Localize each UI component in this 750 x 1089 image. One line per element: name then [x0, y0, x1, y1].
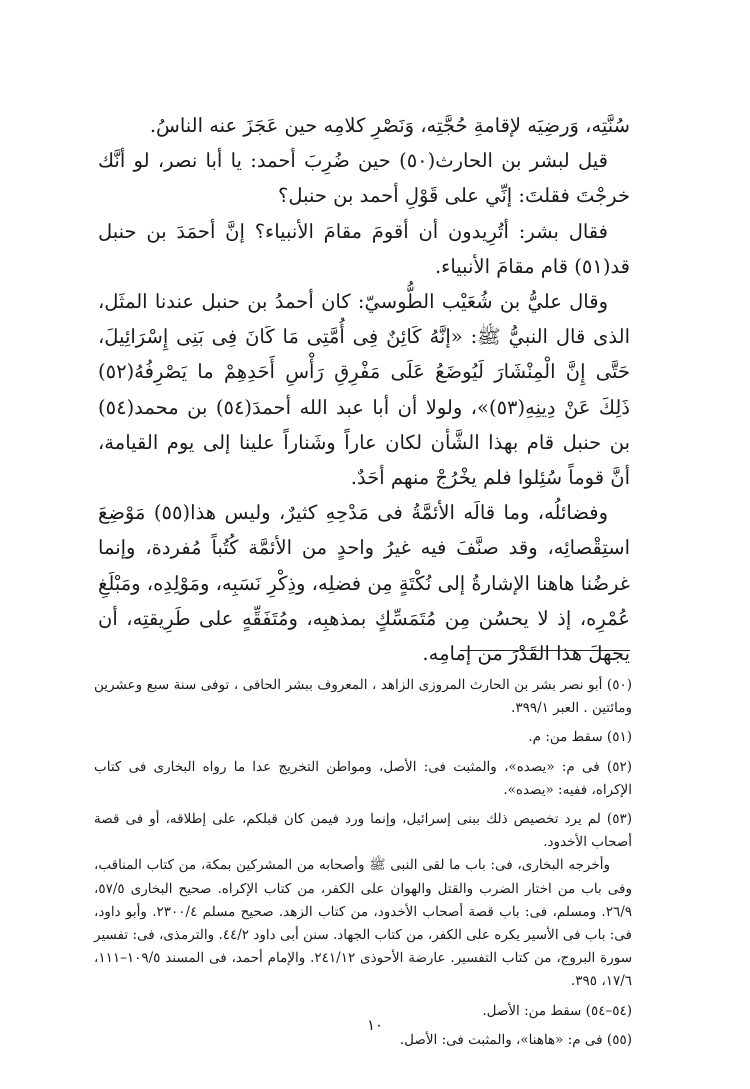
footnote-54: (٥٤–٥٤) سقط من: الأصل. [482, 1002, 632, 1019]
main-text [98, 108, 630, 671]
page-number: ١٠ [366, 1016, 384, 1034]
paragraph-2: قيل لبشر بن الحارث(٥٠) حين ضُرِبَ أحمد: يا أبا نصر، لو أنَّك خرجْتَ فقلتَ: إنِّي على قَوْلِ أحمد بن حنبل؟ [98, 149, 630, 208]
footnote-55: (٥٥) فى م: «هاهنا»، والمثبت فى: الأصل. [399, 1031, 632, 1048]
paragraph-3: فقال بشر: أتُرِيدون أن أقومَ مقامَ الأنبياء؟ إنَّ أحمَدَ بن حنبل قد(٥١) قام مقامَ الأنبياء. [98, 219, 630, 278]
paragraph-5: وفضائلُه، وما قالَه الأئمَّةُ فى مَدْحِهِ كثيرٌ، وليس هذا(٥٥) مَوْضِعَ استِقْصائِه، وقد صنَّفَ فيه غيرُ واحدٍ من الأئمَّة كُتُباً مُفردة، وإنما غرضُنا هاهنا الإشارةُ إلى نُكْتَةٍ مِن فضلِه، وذِكْرِ نَسَبِه، ومَوْلِدِه، ومَبْلَغِ عُمْرِه، إذ لا يحسُن مِن مُتَمَسِّكٍ بمذهبِه، ومُتَفَقِّهٍ على طَرِيقتِه، أن يجهلَ هذا القَدْرَ من إمامِه. [98, 501, 630, 666]
footnote-53: (٥٣) لم يرد تخصيص ذلك ببنى إسرائيل، وإنما ورد فيمن كان قبلكم، على إطلاقه، أو فى قصة أصحاب الأخدود. [94, 811, 632, 851]
footnote-52: (٥٢) فى م: «يصده»، والمثبت فى: الأصل، ومواطن التخريج عدا ما رواه البخارى فى كتاب الإكراه، ففيه: «يصده». [94, 758, 632, 798]
footnote-separator [460, 650, 630, 651]
footnote-50: (٥٠) أبو نصر بشر بن الحارث المروزى الزاهد ، المعروف ببشر الحافى ، توفى سنة سبع وعشرين ومائتين . العبر ٣٩٩/١. [94, 677, 632, 717]
paragraph-4: وقال عليُّ بن شُعَيْب الطُّوسيّ: كان أحمدُ بن حنبل عندنا المثَل، الذى قال النبيُّ ﷺ: «إنَّهُ كَائِنٌ فِى أُمَّتِى مَا كَانَ فِى بَنِى إِسْرَائِيلَ، حَتَّى إِنَّ الْمِنْشَارَ لَيُوضَعُ عَلَى مَفْرِقِ رَأْسِ أَحَدِهِمْ ما يَصْرِفُهُ(٥٢) ذَلِكَ عَنْ دِينِهِ(٥٣)»، ولولا أن أبا عبد الله أحمدَ(٥٤) بن محمد(٥٤) بن حنبل قام بهذا الشَّأن لكان عاراً وشَناراً علينا إلى يوم القيامة، أنَّ قوماً سُئِلوا فلم يخْرُجْ منهم أحَدٌ. [98, 290, 630, 490]
footnote-53-continuation: وأخرجه البخارى، فى: باب ما لقى النبى ﷺ وأصحابه من المشركين بمكة، من كتاب المناقب، وفى باب من اختار الضرب والقتل والهوان على الكفر، من كتاب الإكراه. صحيح البخارى ٥٧/٥، ٢٦/٩. ومسلم، فى: باب قصة أصحاب الأخدود، من كتاب الزهد. صحيح مسلم ٢٣٠٠/٤. وأبو داود، فى: باب فى الأسير يكره على الكفر، من كتاب الجهاد. سنن أبى داود ٤٤/٢. والترمذى، فى: تفسير سورة البروج، من كتاب التفسير. عارضة الأحوذى ٢٤١/١٢. والإمام أحمد، فى المسند ١٠٩/٥–١١١، ١٧/٦، ٣٩٥. [94, 857, 633, 990]
footnote-51: (٥١) سقط من: م. [528, 729, 632, 746]
paragraph-1: سُنَّتِه، وَرضِيَه لإقامةِ حُجَّتِه، وَنَصْرِ كلامِه حين عَجَزَ عنه الناسُ. [149, 114, 630, 137]
footnotes [94, 674, 632, 1052]
